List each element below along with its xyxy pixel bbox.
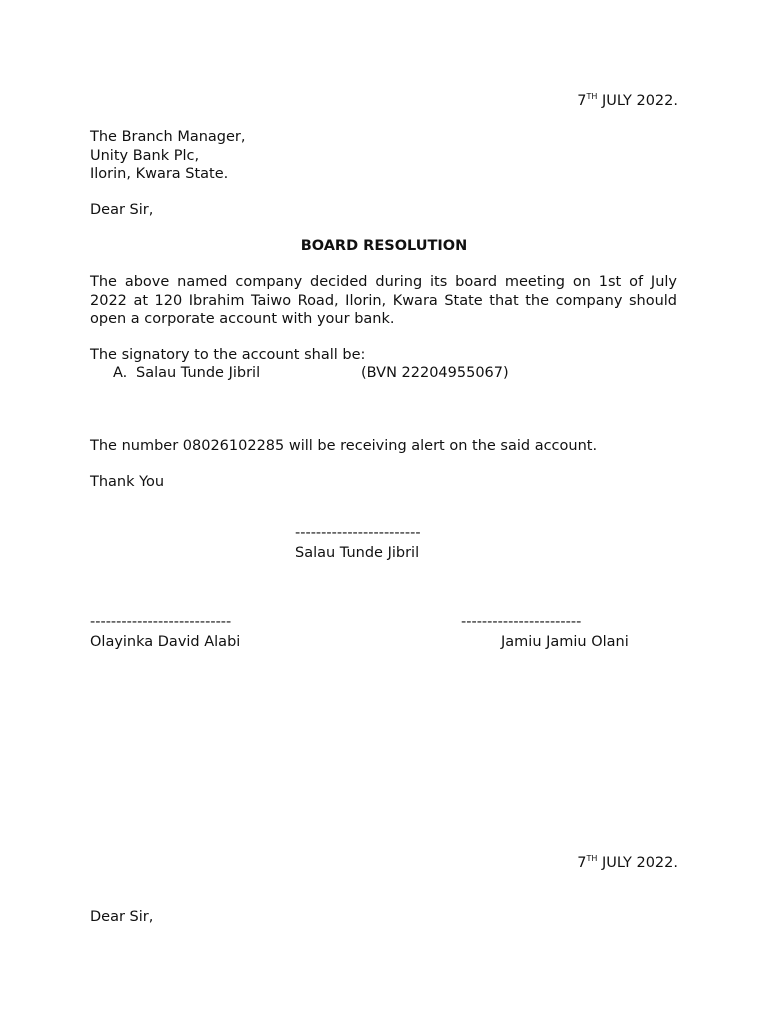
body-paragraph: The above named company decided during its board meeting on 1st of July 2022 at 120 Ibrahim Taiwo Road, Ilorin, Kwara State that the company should open a corporate account with your bank. (90, 274, 677, 327)
signature-name-right: Jamiu Jamiu Olani (501, 634, 629, 650)
signatory-marker: A. (113, 365, 128, 381)
salutation: Dear Sir, (90, 202, 154, 218)
recipient-line-3: Ilorin, Kwara State. (90, 166, 229, 182)
next-page-salutation: Dear Sir, (90, 909, 154, 925)
signature-name-left: Olayinka David Alabi (90, 634, 241, 650)
signature-line-center: ------------------------ (295, 525, 421, 541)
next-page-date: 7TH JULY 2022. (577, 854, 678, 871)
letter-title: BOARD RESOLUTION (300, 238, 468, 254)
signature-line-right: ----------------------- (461, 614, 582, 630)
signature-name-center: Salau Tunde Jibril (295, 545, 420, 561)
signatory-name: Salau Tunde Jibril (136, 365, 261, 381)
recipient-line-1: The Branch Manager, (90, 129, 246, 145)
alert-text: The number 08026102285 will be receiving alert on the said account. (90, 438, 598, 454)
signatory-intro: The signatory to the account shall be: (90, 347, 366, 363)
closing: Thank You (90, 474, 165, 490)
recipient-line-2: Unity Bank Plc, (90, 148, 200, 164)
letter-date: 7TH JULY 2022. (577, 92, 678, 109)
signature-line-left: --------------------------- (90, 614, 232, 630)
signatory-bvn: (BVN 22204955067) (361, 365, 509, 381)
